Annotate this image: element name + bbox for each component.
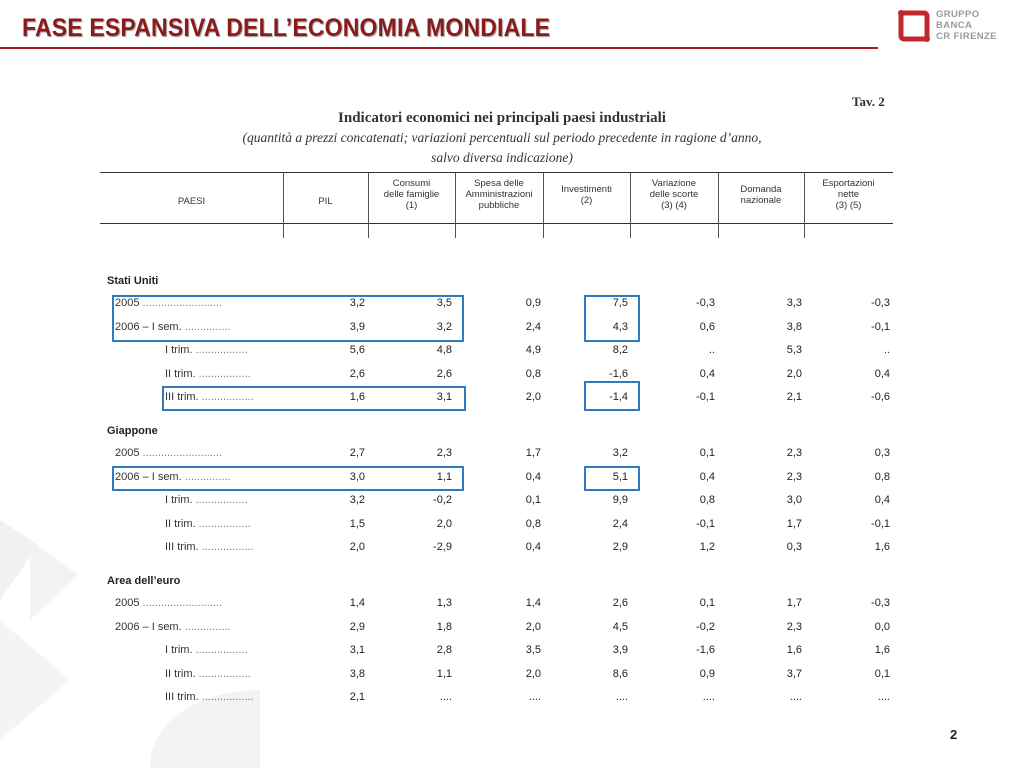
table-cell: 1,7: [525, 447, 541, 459]
table-cell: 2,6: [349, 367, 365, 380]
table-cell: 3,9: [612, 644, 628, 656]
row-label: I trim. .................: [165, 344, 248, 356]
column-header: Investimenti (2): [561, 184, 612, 206]
table-cell: -0,2: [433, 494, 452, 506]
row-label: 2006 – I sem. ...............: [115, 320, 231, 333]
table-cell: 2,0: [525, 391, 541, 403]
table-cell: 0,8: [874, 470, 890, 483]
table-cell: 1,6: [874, 541, 890, 553]
table-cell: 1,6: [786, 644, 802, 656]
table-cell: 9,9: [612, 494, 628, 506]
table-cell: ....: [877, 691, 890, 703]
table-cell: 0,1: [699, 447, 715, 459]
table-header-rule: [100, 223, 893, 224]
table-cell: 4,9: [525, 344, 541, 356]
row-label: 2005 ..........................: [115, 597, 223, 609]
table-cell: 3,9: [349, 320, 365, 333]
table-cell: 2,0: [436, 517, 452, 530]
table-cell: 8,6: [612, 667, 628, 680]
table-title: Indicatori economici nei principali paesi industriali: [338, 110, 666, 126]
table-cell: 0,8: [525, 367, 541, 380]
column-header: Variazione delle scorte (3) (4): [649, 178, 699, 211]
column-header: Esportazioni nette (3) (5): [822, 178, 875, 211]
table-cell: 1,6: [349, 391, 365, 403]
row-label: II trim. .................: [165, 667, 251, 680]
table-cell: -1,6: [609, 367, 628, 380]
table-number: Tav. 2: [852, 94, 885, 109]
section-heading: Stati Uniti: [107, 275, 159, 287]
table-cell: 2,7: [349, 447, 365, 459]
table-cell: 0,4: [525, 470, 541, 483]
table-cell: -0,3: [871, 297, 890, 309]
table-cell: ....: [528, 691, 541, 703]
table-cell: 2,3: [786, 447, 802, 459]
row-label: III trim. .................: [165, 691, 254, 703]
highlight-box: [112, 295, 464, 342]
row-label: 2005 ..........................: [115, 447, 223, 459]
table-cell: 1,2: [699, 541, 715, 553]
table-cell: 3,5: [436, 297, 452, 309]
table-cell: 2,3: [786, 620, 802, 633]
table-subtitle-cont: salvo diversa indicazione): [431, 150, 573, 165]
table-cell: 2,0: [525, 667, 541, 680]
table-cell: 0,9: [699, 667, 715, 680]
table-cell: 3,3: [786, 297, 802, 309]
table-cell: -1,4: [609, 391, 628, 403]
row-label: 2005 ..........................: [115, 297, 223, 309]
table-cell: ..: [883, 344, 890, 356]
table-cell: 1,4: [349, 597, 365, 609]
table-cell: 2,0: [349, 541, 365, 553]
table-cell: 3,1: [349, 644, 365, 656]
table-cell: 2,3: [786, 470, 802, 483]
row-label: I trim. .................: [165, 644, 248, 656]
table-cell: 4,3: [612, 320, 628, 333]
table-cell: 2,4: [525, 320, 541, 333]
table-cell: 0,6: [699, 320, 715, 333]
column-header: Domanda nazionale: [740, 184, 782, 206]
table-cell: 2,0: [525, 620, 541, 633]
table-cell: 3,2: [349, 297, 365, 309]
table-cell: -0,2: [696, 620, 715, 633]
table-cell: 4,8: [436, 344, 452, 356]
table-cell: 3,5: [525, 644, 541, 656]
table-cell: ....: [702, 691, 715, 703]
table-cell: 2,3: [436, 447, 452, 459]
table-cell: 2,6: [612, 597, 628, 609]
table-cell: 3,7: [786, 667, 802, 680]
table-cell: 0,3: [874, 447, 890, 459]
row-label: III trim. .................: [165, 391, 254, 403]
table-cell: 2,1: [786, 391, 802, 403]
table-cell: 3,0: [349, 470, 365, 483]
table-cell: 1,7: [786, 597, 802, 609]
table-cell: 0,4: [699, 367, 715, 380]
row-label: II trim. .................: [165, 367, 251, 380]
table-cell: -2,9: [433, 541, 452, 553]
table-cell: 3,2: [349, 494, 365, 506]
table-cell: 3,8: [349, 667, 365, 680]
table-cell: 3,2: [612, 447, 628, 459]
table-cell: 2,8: [436, 644, 452, 656]
page-title: FASE ESPANSIVA DELL’ECONOMIA MONDIALE: [22, 14, 551, 42]
table-cell: 1,1: [436, 470, 452, 483]
table-cell: 1,7: [786, 517, 802, 530]
table-cell: 3,2: [436, 320, 452, 333]
highlight-box: [584, 381, 640, 411]
table-cell: 0,3: [786, 541, 802, 553]
table-cell: -0,3: [696, 297, 715, 309]
row-label: III trim. .................: [165, 541, 254, 553]
row-label: 2006 – I sem. ...............: [115, 470, 231, 483]
table-cell: 2,9: [349, 620, 365, 633]
table-top-rule: [100, 172, 893, 173]
section-heading: Area dell’euro: [107, 575, 181, 587]
row-label: I trim. .................: [165, 494, 248, 506]
table-cell: -0,3: [871, 597, 890, 609]
column-header: PAESI: [177, 196, 206, 207]
table-cell: 0,1: [525, 494, 541, 506]
page-number: 2: [950, 727, 958, 742]
highlight-box: [584, 295, 640, 342]
table-cell: ....: [615, 691, 628, 703]
title-underline: [0, 47, 878, 49]
table-cell: -0,6: [871, 391, 890, 403]
table-cell: ....: [789, 691, 802, 703]
table-cell: 0,9: [525, 297, 541, 309]
row-label: 2006 – I sem. ...............: [115, 620, 231, 633]
logo-text: GRUPPO BANCA CR FIRENZE: [936, 9, 997, 42]
table-cell: ..: [708, 344, 715, 356]
table-cell: 5,1: [612, 470, 628, 483]
column-header: Spesa delle Amministrazioni pubbliche: [465, 178, 533, 211]
table-cell: 0,4: [699, 470, 715, 483]
highlight-box: [162, 386, 466, 411]
table-cell: 8,2: [612, 344, 628, 356]
row-label: II trim. .................: [165, 517, 251, 530]
table-cell: 1,4: [525, 597, 541, 609]
table-cell: 3,1: [436, 391, 452, 403]
table-cell: -0,1: [696, 517, 715, 530]
table-cell: 5,6: [349, 344, 365, 356]
table-cell: 0,1: [874, 667, 890, 680]
column-header: PIL: [318, 196, 333, 207]
logo-mark-icon: [898, 10, 930, 42]
table-cell: -0,1: [871, 517, 890, 530]
table-cell: 1,5: [349, 517, 365, 530]
table-cell: 0,8: [699, 494, 715, 506]
table-cell: 0,0: [874, 620, 890, 633]
table-cell: 1,8: [436, 620, 452, 633]
bank-logo: [898, 8, 1018, 48]
table-cell: 2,6: [436, 367, 452, 380]
column-header: Consumi delle famiglie (1): [383, 178, 440, 211]
table-cell: 0,4: [525, 541, 541, 553]
highlight-box: [112, 466, 464, 491]
table-cell: 0,1: [699, 597, 715, 609]
highlight-box: [584, 466, 640, 491]
table-cell: -1,6: [696, 644, 715, 656]
table-cell: 2,4: [612, 517, 628, 530]
table-cell: -0,1: [696, 391, 715, 403]
table-cell: 3,0: [786, 494, 802, 506]
table-cell: 0,4: [874, 494, 890, 506]
table-cell: 2,1: [349, 691, 365, 703]
table-cell: 2,0: [786, 367, 802, 380]
table-cell: 3,8: [786, 320, 802, 333]
table-cell: 4,5: [612, 620, 628, 633]
table-cell: 2,9: [612, 541, 628, 553]
section-heading: Giappone: [107, 425, 158, 437]
table-cell: -0,1: [871, 320, 890, 333]
table-cell: 1,3: [436, 597, 452, 609]
table-cell: 1,1: [436, 667, 452, 680]
table-cell: 0,8: [525, 517, 541, 530]
table-cell: 7,5: [612, 297, 628, 309]
table-cell: 0,4: [874, 367, 890, 380]
table-cell: ....: [439, 691, 452, 703]
table-subtitle: (quantità a prezzi concatenati; variazioni percentuali sul periodo precedente in ragione d’anno,: [242, 130, 762, 145]
table-cell: 1,6: [874, 644, 890, 656]
table-cell: 5,3: [786, 344, 802, 356]
